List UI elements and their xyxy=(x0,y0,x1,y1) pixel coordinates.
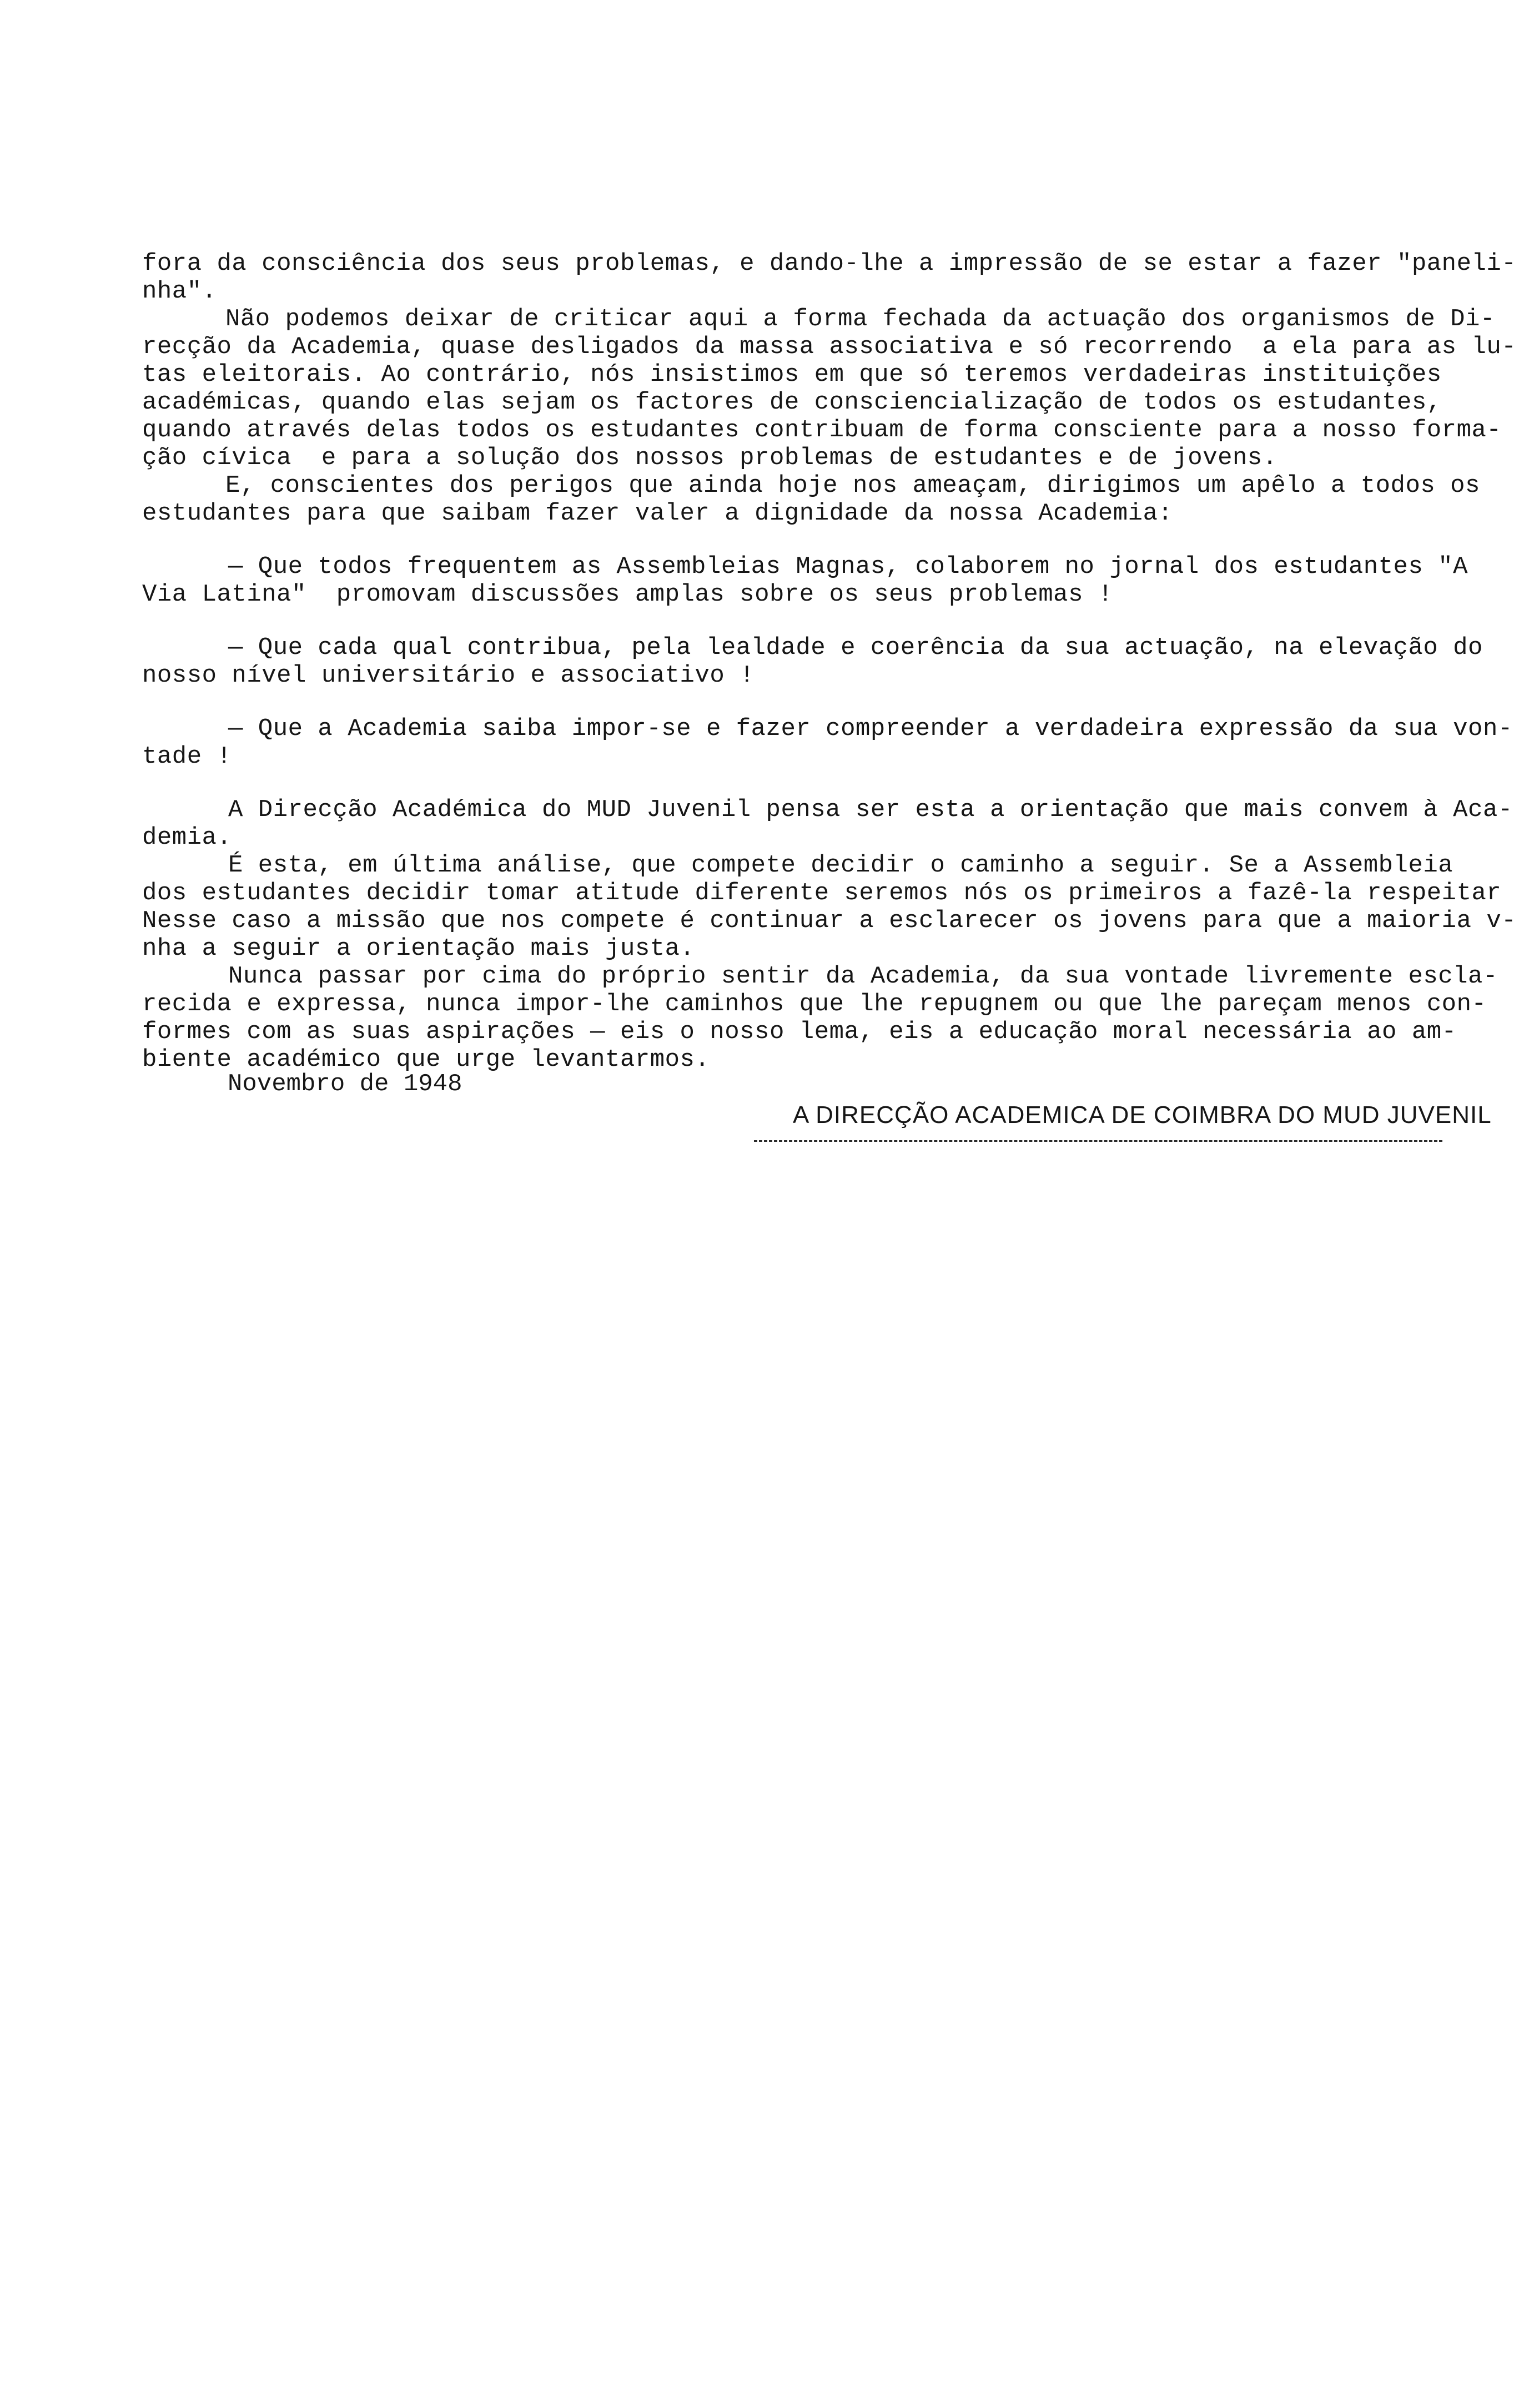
text-line: académicas, quando elas sejam os factores de consciencialização de todos os estudantes, xyxy=(142,389,1442,416)
signature-underline xyxy=(754,1140,1442,1142)
text-line: recção da Academia, quase desligados da massa associativa e só recorrendo a ela para as lu- xyxy=(142,333,1517,361)
paragraph-5 xyxy=(142,852,1517,963)
text-line: formes com as suas aspirações — eis o nosso lema, eis a educação moral necessária ao am- xyxy=(142,1018,1457,1046)
paragraph-6 xyxy=(142,963,1498,1074)
paragraph-2 xyxy=(142,305,1517,472)
text-line: — Que todos frequentem as Assembleias Magnas, colaborem no jornal dos estudantes "A xyxy=(228,553,1468,581)
text-line: nha a seguir a orientação mais justa. xyxy=(142,935,695,963)
paragraph-4 xyxy=(142,796,1513,852)
text-line: tas eleitorais. Ao contrário, nós insistimos em que só teremos verdadeiras instituições xyxy=(142,361,1442,389)
text-line: — Que cada qual contribua, pela lealdade e coerência da sua actuação, na elevação do xyxy=(228,634,1483,662)
text-line: tade ! xyxy=(142,743,232,770)
text-line: biente académico que urge levantarmos. xyxy=(142,1046,710,1074)
text-line: demia. xyxy=(142,824,232,852)
appeal-1 xyxy=(142,553,1468,608)
text-line: Nesse caso a missão que nos compete é continuar a esclarecer os jovens para que a maioria v- xyxy=(142,907,1517,935)
document-date: Novembro de 1948 xyxy=(228,1070,462,1098)
text-line: Via Latina" promovam discussões amplas sobre os seus problemas ! xyxy=(142,581,1113,608)
text-line: fora da consciência dos seus problemas, e dando-lhe a impressão de se estar a fazer "paneli- xyxy=(142,250,1517,278)
text-line: Não podemos deixar de criticar aqui a forma fechada da actuação dos organismos de Di- xyxy=(225,305,1495,333)
text-line: Nunca passar por cima do próprio sentir da Academia, da sua vontade livremente escla- xyxy=(228,963,1498,990)
text-line: — Que a Academia saiba impor-se e fazer compreender a verdadeira expressão da sua von- xyxy=(228,715,1513,743)
text-line: nosso nível universitário e associativo ! xyxy=(142,662,755,689)
text-line: nha". xyxy=(142,278,217,305)
text-line: dos estudantes decidir tomar atitude diferente seremos nós os primeiros a fazê-la respeitar xyxy=(142,879,1502,907)
text-line: É esta, em última análise, que compete decidir o caminho a seguir. Se a Assembleia xyxy=(228,852,1453,879)
document-body xyxy=(142,250,1517,1074)
text-line: estudantes para que saibam fazer valer a dignidade da nossa Academia: xyxy=(142,500,1173,527)
paragraph-3 xyxy=(142,472,1480,527)
text-line: A Direcção Académica do MUD Juvenil pensa ser esta a orientação que mais convem à Aca- xyxy=(228,796,1513,824)
appeal-3 xyxy=(142,715,1513,770)
appeal-2 xyxy=(142,634,1483,689)
text-line: quando através delas todos os estudantes contribuam de forma consciente para a nosso forma- xyxy=(142,416,1502,444)
text-line: E, conscientes dos perigos que ainda hoje nos ameaçam, dirigimos um apêlo a todos os xyxy=(225,472,1480,500)
signature-line: A DIRECÇÃO ACADEMICA DE COIMBRA DO MUD JUVENIL xyxy=(793,1101,1492,1129)
text-line: recida e expressa, nunca impor-lhe caminhos que lhe repugnem ou que lhe pareçam menos con- xyxy=(142,990,1487,1018)
paragraph-1 xyxy=(142,250,1517,305)
text-line: ção cívica e para a solução dos nossos problemas de estudantes e de jovens. xyxy=(142,444,1277,472)
